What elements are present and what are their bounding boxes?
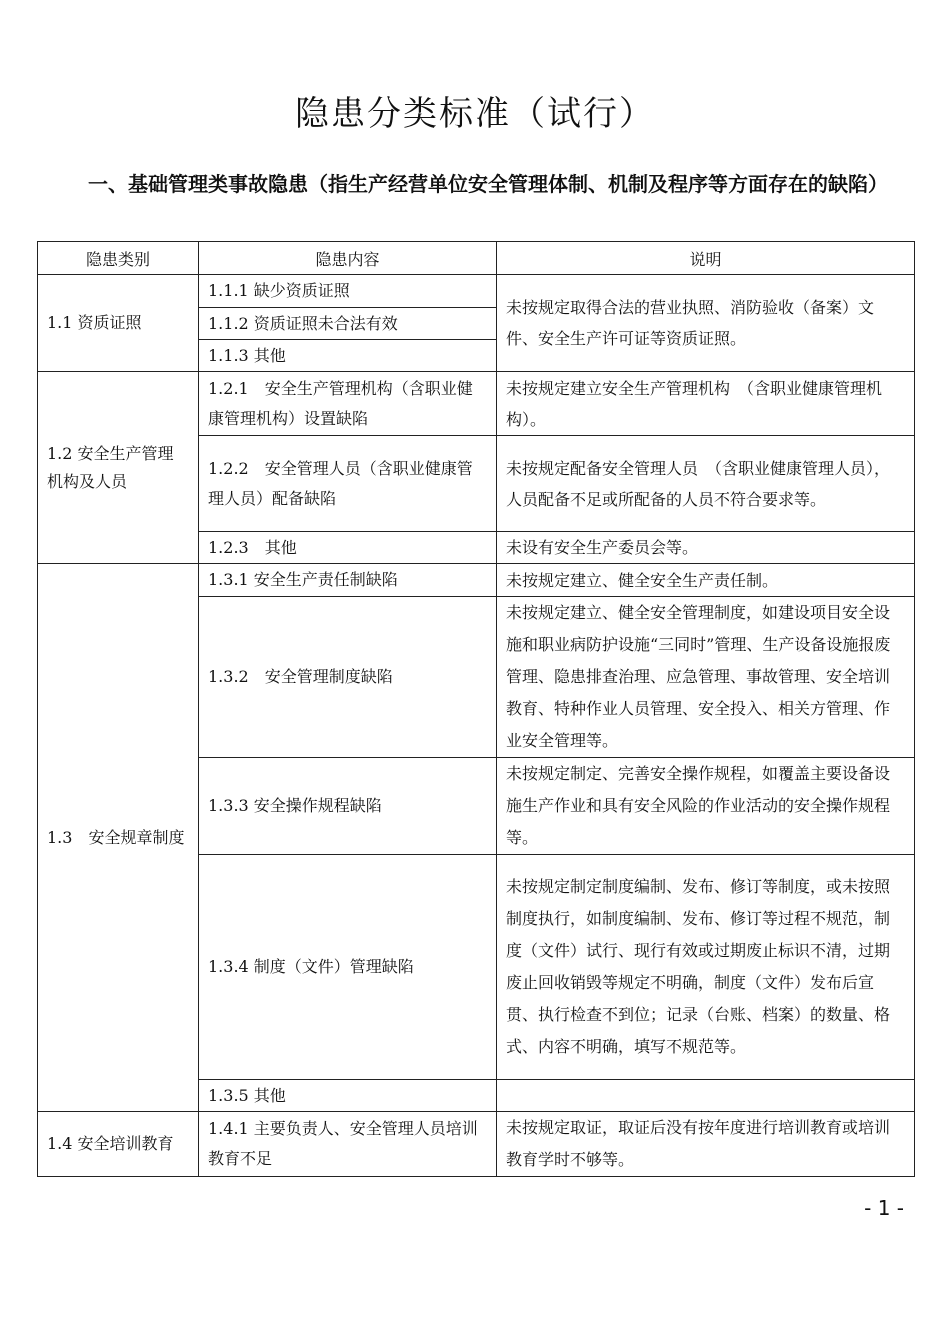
description-cell: 未按规定配备安全管理人员 （含职业健康管理人员），人员配备不足或所配备的人员不符合要求等。 <box>497 436 915 532</box>
table-row <box>38 372 915 436</box>
table-header-row <box>38 242 915 275</box>
hazard-classification-table <box>37 241 915 1177</box>
page-number: - 1 - <box>864 1196 904 1220</box>
table-row <box>38 275 915 308</box>
item-cell: 1.3.1 安全生产责任制缺陷 <box>199 564 497 597</box>
category-cell: 1.1 资质证照 <box>38 275 199 372</box>
description-cell: 未按规定制定制度编制、发布、修订等制度，或未按照制度执行，如制度编制、发布、修订等过程不规范，制度（文件）试行、现行有效或过期废止标识不清，过期废止回收销毁等规定不明确，制度（文件）发布后宣贯、执行检查不到位；记录（台账、档案）的数量、格式、内容不明确，填写不规范等。 <box>497 855 915 1080</box>
item-cell: 1.1.3 其他 <box>199 340 497 372</box>
item-cell: 1.2.1 安全生产管理机构（含职业健康管理机构）设置缺陷 <box>199 372 497 436</box>
category-cell: 1.3 安全规章制度 <box>38 564 199 1112</box>
description-cell: 未按规定建立、健全安全生产责任制。 <box>497 564 915 597</box>
description-cell: 未按规定制定、完善安全操作规程，如覆盖主要设备设施生产作业和具有安全风险的作业活动的安全操作规程等。 <box>497 758 915 855</box>
table-row <box>38 1112 915 1177</box>
item-cell: 1.3.4 制度（文件）管理缺陷 <box>199 855 497 1080</box>
item-cell: 1.4.1 主要负责人、安全管理人员培训教育不足 <box>199 1112 497 1177</box>
category-cell: 1.4 安全培训教育 <box>38 1112 199 1177</box>
item-cell: 1.3.5 其他 <box>199 1080 497 1112</box>
header-content: 隐患内容 <box>199 242 497 275</box>
description-cell: 未按规定取得合法的营业执照、消防验收（备案）文件、安全生产许可证等资质证照。 <box>497 275 915 372</box>
section-heading: 一、基础管理类事故隐患（指生产经营单位安全管理体制、机制及程序等方面存在的缺陷） <box>88 172 888 196</box>
table-row <box>38 564 915 597</box>
item-cell: 1.1.2 资质证照未合法有效 <box>199 308 497 340</box>
item-cell: 1.3.2 安全管理制度缺陷 <box>199 597 497 758</box>
item-cell: 1.1.1 缺少资质证照 <box>199 275 497 308</box>
document-title: 隐患分类标准（试行） <box>295 94 655 134</box>
item-cell: 1.2.2 安全管理人员（含职业健康管理人员）配备缺陷 <box>199 436 497 532</box>
header-description: 说明 <box>497 242 915 275</box>
description-cell: 未设有安全生产委员会等。 <box>497 532 915 564</box>
item-cell: 1.2.3 其他 <box>199 532 497 564</box>
description-cell: 未按规定建立安全生产管理机构 （含职业健康管理机构）。 <box>497 372 915 436</box>
item-cell: 1.3.3 安全操作规程缺陷 <box>199 758 497 855</box>
header-category: 隐患类别 <box>38 242 199 275</box>
category-cell: 1.2 安全生产管理机构及人员 <box>38 372 199 564</box>
description-cell <box>497 1080 915 1112</box>
description-cell: 未按规定建立、健全安全管理制度，如建设项目安全设施和职业病防护设施“三同时”管理、生产设备设施报废管理、隐患排查治理、应急管理、事故管理、安全培训教育、特种作业人员管理、安全投入、相关方管理、作业安全管理等。 <box>497 597 915 758</box>
description-cell: 未按规定取证，取证后没有按年度进行培训教育或培训教育学时不够等。 <box>497 1112 915 1177</box>
